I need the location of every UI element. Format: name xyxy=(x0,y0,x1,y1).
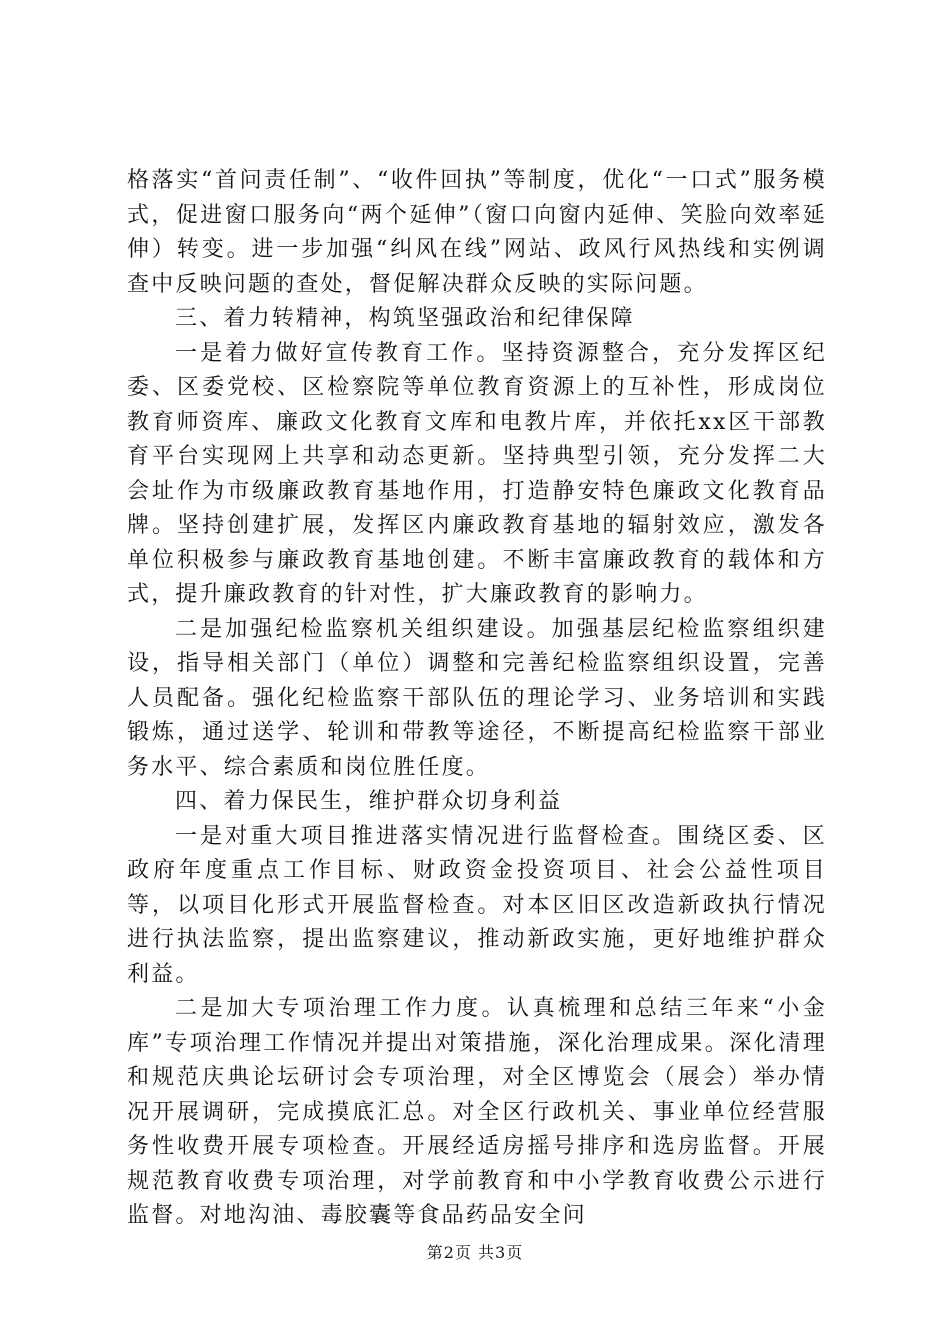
section-heading-three: 三、着力转精神，构筑坚强政治和纪律保障 xyxy=(175,306,635,331)
paragraph-special-governance: 二是加大专项治理工作力度。认真梳理和总结三年来“小金库”专项治理工作情况并提出对策措施，深化治理成果。深化清理和规范庆典论坛研讨会专项治理，对全区博览会（展会）举办情况开展调研，完成摸底汇总。对全区行政机关、事业单位经营服务性收费开展专项检查。开展经适房摇号排序和选房监督。开展规范教育收费专项治理，对学前教育和中小学教育收费公示进行监督。对地沟油、毒胶囊等食品药品安全问 xyxy=(127,996,827,1228)
paragraph-continuation: 格落实“首问责任制”、“收件回执”等制度，优化“一口式”服务模式，促进窗口服务向“两个延伸”（窗口向窗内延伸、笑脸向效率延伸）转变。进一步加强“纠风在线”网站、政风行风热线和实例调查中反映问题的查处，督促解决群众反映的实际问题。 xyxy=(127,168,827,297)
section-heading-four: 四、着力保民生，维护群众切身利益 xyxy=(175,789,563,814)
paragraph-propaganda-education: 一是着力做好宣传教育工作。坚持资源整合，充分发挥区纪委、区委党校、区检察院等单位教育资源上的互补性，形成岗位教育师资库、廉政文化教育文库和电教片库，并依托xx区干部教育平台实现网上共享和动态更新。坚持典型引领，充分发挥二大会址作为市级廉政教育基地作用，打造静安特色廉政文化教育品牌。坚持创建扩展，发挥区内廉政教育基地的辐射效应，激发各单位积极参与廉政教育基地创建。不断丰富廉政教育的载体和方式，提升廉政教育的针对性，扩大廉政教育的影响力。 xyxy=(127,340,827,607)
document-body xyxy=(127,164,827,1234)
paragraph-organization-building: 二是加强纪检监察机关组织建设。加强基层纪检监察组织建设，指导相关部门（单位）调整和完善纪检监察组织设置，完善人员配备。强化纪检监察干部队伍的理论学习、业务培训和实践锻炼，通过送学、轮训和带教等途径，不断提高纪检监察干部业务水平、综合素质和岗位胜任度。 xyxy=(127,616,827,780)
page-number-footer: 第2页 共3页 xyxy=(426,1243,524,1262)
paragraph-project-supervision: 一是对重大项目推进落实情况进行监督检查。围绕区委、区政府年度重点工作目标、财政资金投资项目、社会公益性项目等，以项目化形式开展监督检查。对本区旧区改造新政执行情况进行执法监察，提出监察建议，推动新政实施，更好地维护群众利益。 xyxy=(127,823,827,987)
